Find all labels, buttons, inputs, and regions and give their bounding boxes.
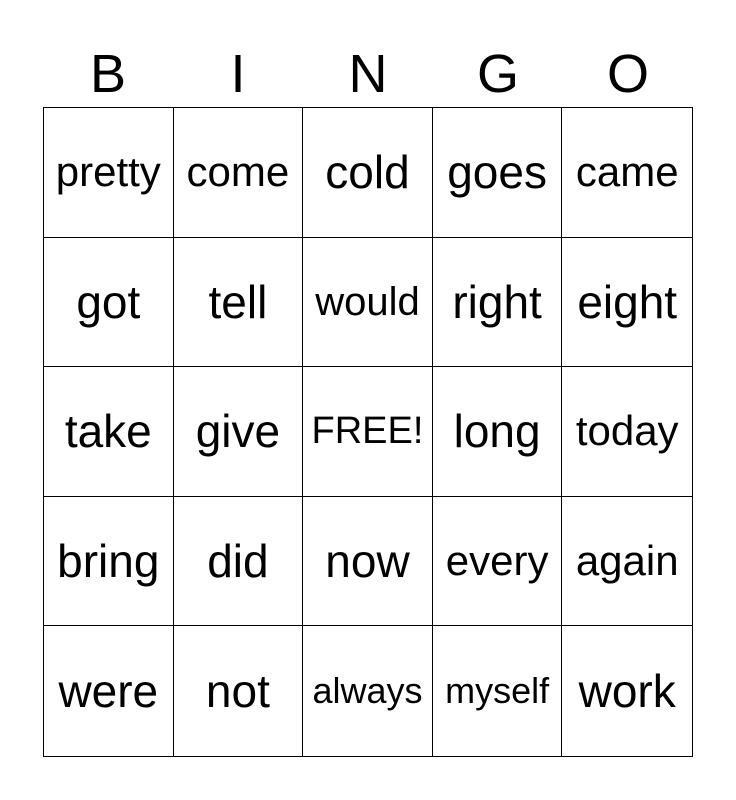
bingo-cell[interactable]: now xyxy=(303,497,433,627)
bingo-cell[interactable]: did xyxy=(174,497,304,627)
bingo-cell[interactable]: eight xyxy=(562,238,692,368)
bingo-cell[interactable]: again xyxy=(562,497,692,627)
bingo-grid xyxy=(43,107,693,757)
header-letter-b: B xyxy=(89,44,127,104)
bingo-cell[interactable]: come xyxy=(174,108,304,238)
bingo-cell[interactable]: came xyxy=(562,108,692,238)
bingo-cell[interactable]: long xyxy=(433,367,563,497)
bingo-header xyxy=(43,40,693,108)
header-letter-i: I xyxy=(230,44,246,104)
bingo-cell[interactable]: today xyxy=(562,367,692,497)
bingo-cell[interactable]: goes xyxy=(433,108,563,238)
bingo-cell[interactable]: not xyxy=(174,626,304,756)
header-letter-o: O xyxy=(606,44,649,104)
bingo-cell[interactable]: myself xyxy=(433,626,563,756)
bingo-cell[interactable]: tell xyxy=(174,238,304,368)
bingo-cell[interactable]: bring xyxy=(44,497,174,627)
bingo-cell[interactable]: would xyxy=(303,238,433,368)
bingo-cell[interactable]: cold xyxy=(303,108,433,238)
bingo-cell[interactable]: pretty xyxy=(44,108,174,238)
bingo-cell[interactable]: always xyxy=(303,626,433,756)
bingo-cell[interactable]: give xyxy=(174,367,304,497)
bingo-cell[interactable]: take xyxy=(44,367,174,497)
bingo-cell[interactable]: were xyxy=(44,626,174,756)
bingo-cell[interactable]: work xyxy=(578,665,676,718)
header-letter-g: G xyxy=(476,44,519,104)
header-letter-n: N xyxy=(348,44,388,104)
bingo-cell[interactable]: every xyxy=(433,497,563,627)
bingo-cell[interactable]: got xyxy=(44,238,174,368)
bingo-cell[interactable]: right xyxy=(433,238,563,368)
free-space-cell[interactable]: FREE! xyxy=(303,367,433,497)
